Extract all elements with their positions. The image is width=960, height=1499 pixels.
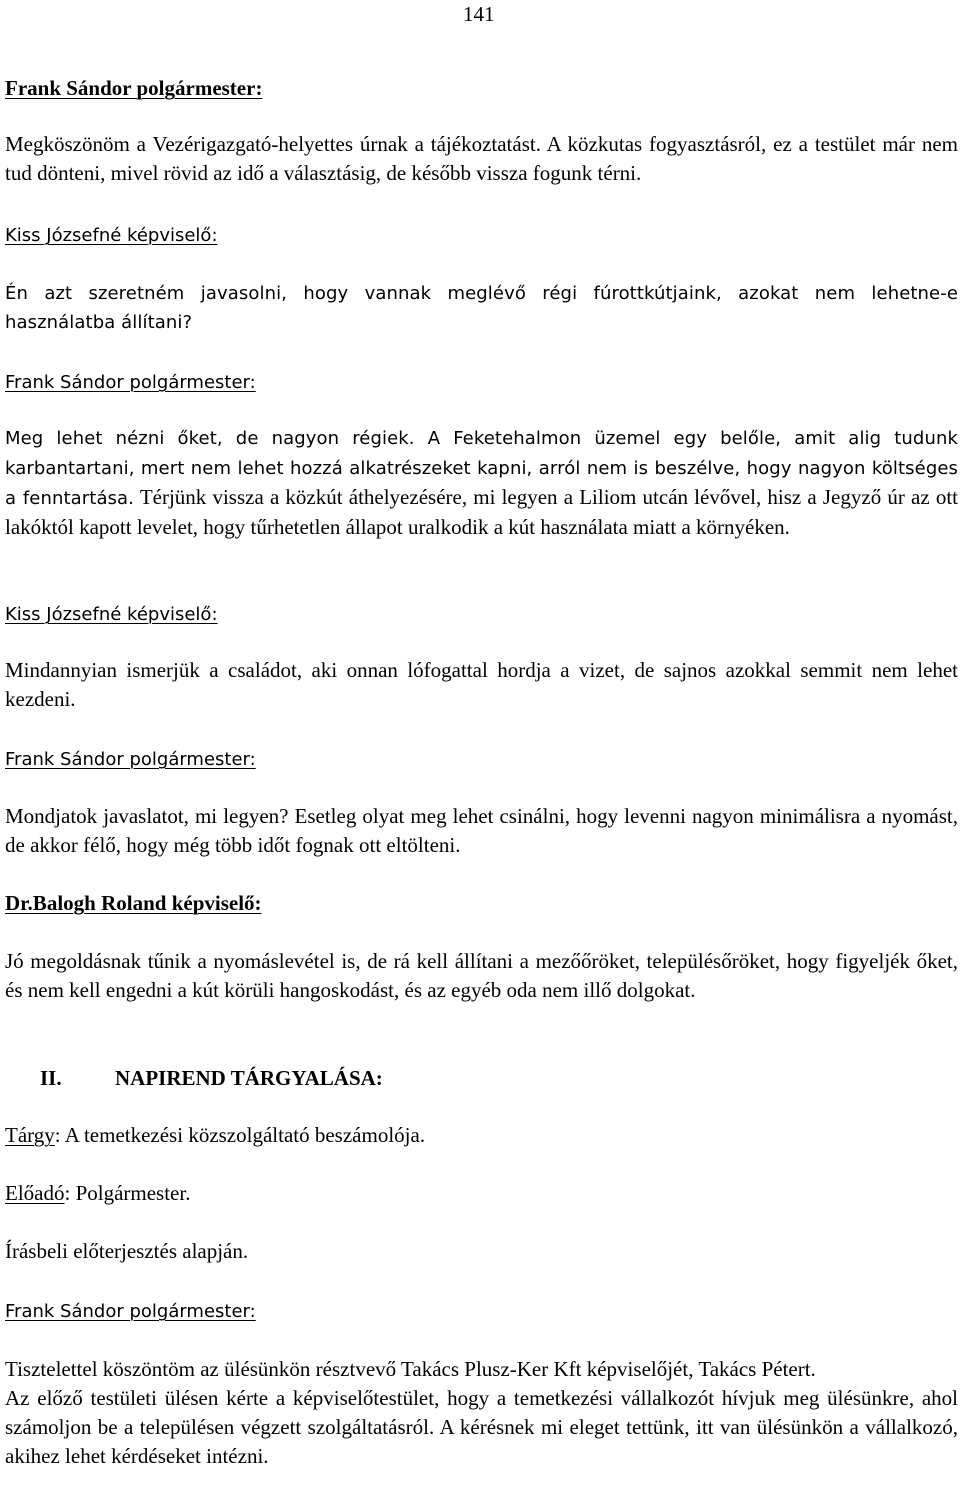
agenda-heading	[5, 1064, 958, 1093]
statement-paragraph	[5, 279, 958, 337]
speaker-name: Kiss Józsefné képviselő:	[5, 225, 218, 246]
speaker-heading	[5, 744, 958, 774]
statement-paragraph	[5, 423, 958, 542]
agenda-number: II.	[40, 1066, 62, 1090]
statement-paragraph	[5, 130, 958, 188]
speaker-heading	[5, 889, 958, 918]
statement-text: Jó megoldásnak tűnik a nyomáslevétel is, de rá kell állítani a mezőőröket, településőröket, hogy figyeljék őket, és nem kell engedni a kút körüli hangoskodást, és az egyéb oda nem illő dolgokat.	[5, 949, 958, 1002]
speaker-name: Frank Sándor polgármester:	[5, 372, 256, 393]
statement-paragraph	[5, 1355, 958, 1471]
written-basis-text: Írásbeli előterjesztés alapján.	[5, 1239, 249, 1263]
statement-text: Az előző testületi ülésen kérte a képviselőtestület, hogy a temetkezési vállalkozót hívjuk meg ülésünkre, ahol számoljon be a településen végzett szolgáltatásról. A kérésnek mi eleget tettünk, itt van ülésünkön a vállalkozó, akihez lehet kérdéseket intézni.	[5, 1386, 958, 1468]
subject-value: : A temetkezési közszolgáltató beszámolója.	[54, 1123, 426, 1147]
statement-text	[5, 423, 958, 542]
speaker-name: Kiss Józsefné képviselő:	[5, 604, 218, 625]
statement-text: Mindannyian ismerjük a családot, aki onnan lófogattal hordja a vizet, de sajnos azokkal semmit nem lehet kezdeni.	[5, 658, 958, 711]
subject-label: Tárgy	[5, 1123, 55, 1147]
speaker-heading	[5, 74, 958, 103]
speaker-name: Frank Sándor polgármester:	[5, 749, 256, 770]
speaker-name: Frank Sándor polgármester:	[5, 76, 263, 100]
presenter-label: Előadó	[5, 1181, 65, 1205]
statement-text: Megköszönöm a Vezérigazgató-helyettes úrnak a tájékoztatást. A közkutas fogyasztásról, ez a testület már nem tud dönteni, mivel rövid az idő a választásig, de később vissza fogunk térni.	[5, 132, 958, 185]
speaker-heading	[5, 1296, 958, 1326]
statement-paragraph	[5, 656, 958, 714]
subject-line	[5, 1121, 958, 1150]
statement-text: Mondjatok javaslatot, mi legyen? Esetleg olyat meg lehet csinálni, hogy levenni nagyon minimálisra a nyomást, de akkor félő, hogy még több időt fognak ott eltölteni.	[5, 804, 958, 857]
agenda-title: NAPIREND TÁRGYALÁSA:	[115, 1066, 383, 1090]
speaker-name: Dr.Balogh Roland képviselő:	[5, 891, 262, 915]
presenter-line	[5, 1179, 958, 1208]
presenter-value: : Polgármester.	[64, 1181, 191, 1205]
speaker-heading	[5, 220, 958, 250]
statement-text-part: Térjünk vissza a közkút áthelyezésére, mi legyen a Liliom utcán lévővel, hisz a Jegyző úr az ott lakóktól kapott levelet, hogy tűrhetetlen állapot uralkodik a kút használata miatt a környéken.	[5, 485, 959, 539]
speaker-heading	[5, 599, 958, 629]
written-basis-line	[5, 1237, 958, 1266]
statement-paragraph	[5, 947, 958, 1005]
statement-text: Tisztelettel köszöntöm az ülésünkön résztvevő Takács Plusz-Ker Kft képviselőjét, Takács Pétert.	[5, 1357, 816, 1381]
statement-paragraph	[5, 802, 958, 860]
page-number: 141	[463, 2, 495, 26]
statement-text: Én azt szeretném javasolni, hogy vannak meglévő régi fúrottkútjaink, azokat nem lehetne-e használatba állítani?	[5, 283, 958, 333]
statement-text-part: Meg lehet nézni őket, de nagyon régiek. A Feketehalmon üzemel egy belőle, amit alig tudunk karbantartani, mert nem lehet hozzá alkatrészeket kapni, arról nem is beszélve, hogy nagyon költséges a fenntartása.	[5, 428, 958, 509]
speaker-heading	[5, 367, 958, 397]
speaker-name: Frank Sándor polgármester:	[5, 1301, 256, 1322]
